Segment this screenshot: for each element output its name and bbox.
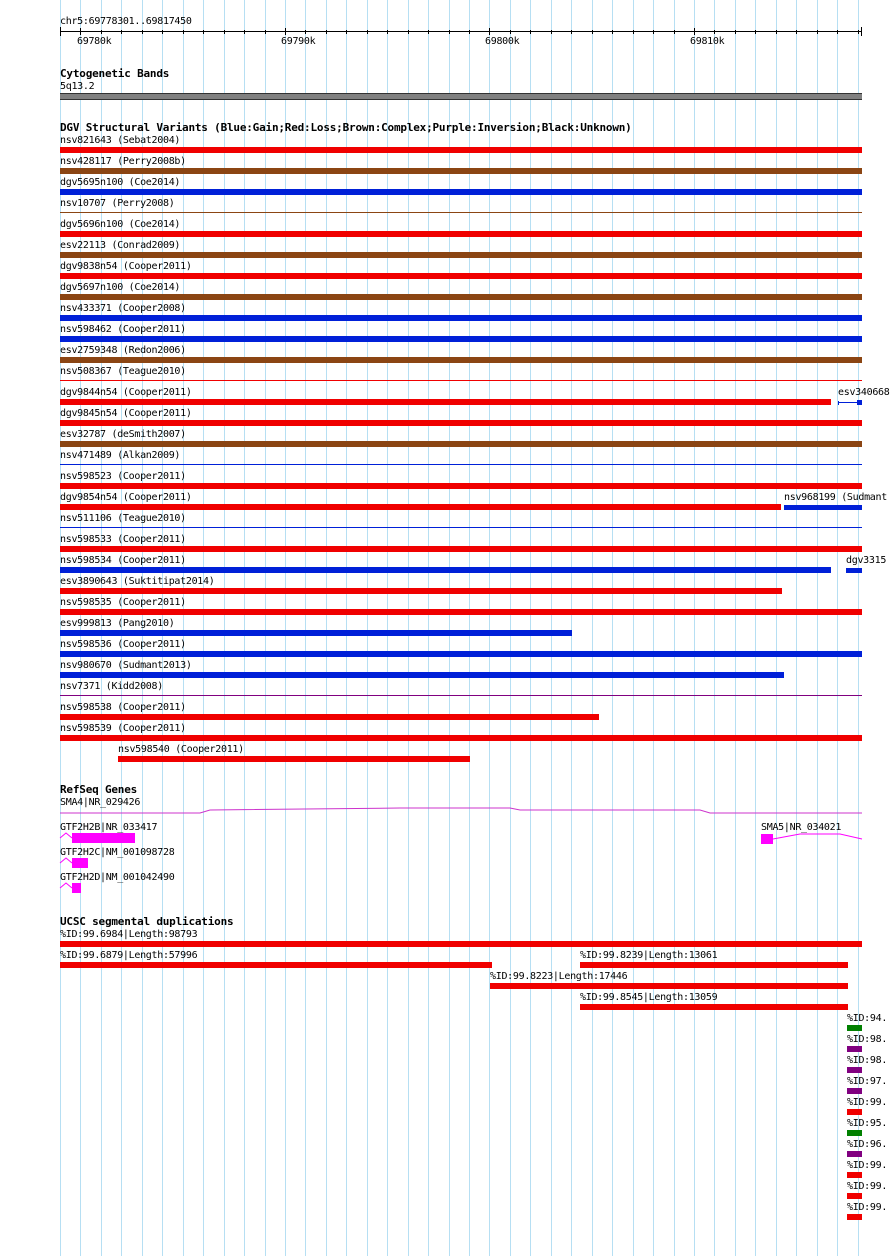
dgv-variant-bar[interactable]	[60, 527, 862, 528]
dgv-variant-label: nsv433371 (Cooper2008)	[60, 303, 186, 314]
ruler-tick	[796, 30, 797, 34]
dgv-variant-bar[interactable]	[60, 147, 862, 153]
dgv-variant-fragment[interactable]	[846, 568, 862, 573]
location-label: chr5:69778301..69817450	[60, 16, 192, 27]
segdup-bar[interactable]	[580, 962, 848, 968]
segdup-bar[interactable]	[847, 1088, 862, 1094]
dgv-variant-label: nsv598540 (Cooper2011)	[118, 744, 244, 755]
ruler-tick	[101, 30, 102, 34]
dgv-variant-label: nsv7371 (Kidd2008)	[60, 681, 163, 692]
gene-exon[interactable]	[72, 833, 135, 843]
dgv-variant-bar[interactable]	[60, 189, 862, 195]
gene-label: GTF2H2C|NM_001098728	[60, 847, 175, 858]
dgv-variant-bar[interactable]	[60, 357, 862, 363]
dgv-variant-label: nsv821643 (Sebat2004)	[60, 135, 181, 146]
segdup-bar[interactable]	[60, 941, 862, 947]
dgv-variant-bar[interactable]	[60, 588, 782, 594]
ruler-tick	[633, 30, 634, 34]
segdup-bar[interactable]	[847, 1214, 862, 1220]
ruler-tick	[244, 30, 245, 34]
dgv-variant-bar[interactable]	[60, 380, 862, 381]
dgv-track-title: DGV Structural Variants (Blue:Gain;Red:Loss;Brown:Complex;Purple:Inversion;Black:Unknown)	[60, 121, 632, 134]
dgv-variant-label: dgv5697n100 (Coe2014)	[60, 282, 181, 293]
gene-exon[interactable]	[72, 883, 81, 893]
refseq-track-title: RefSeq Genes	[60, 783, 138, 796]
segdup-bar[interactable]	[847, 1025, 862, 1031]
dgv-feature-label: esv340668	[838, 387, 890, 398]
ruler-tick	[346, 30, 347, 34]
segdup-bar[interactable]	[847, 1172, 862, 1178]
ruler-tick	[489, 28, 490, 35]
dgv-variant-label: nsv511106 (Teague2010)	[60, 513, 186, 524]
segdup-label: %ID:99.	[847, 1181, 888, 1192]
ruler-tick-label: 69810k	[690, 36, 725, 47]
ruler-tick	[408, 30, 409, 34]
dgv-variant-label: nsv598534 (Cooper2011)	[60, 555, 186, 566]
ruler-tick	[203, 30, 204, 34]
dgv-variant-bar[interactable]	[118, 756, 470, 762]
dgv-variant-bar[interactable]	[60, 231, 862, 237]
segdup-bar[interactable]	[847, 1067, 862, 1073]
segdup-label: %ID:96.	[847, 1139, 888, 1150]
gene-label: SMA5|NR_034021	[761, 822, 842, 833]
dgv-variant-bar[interactable]	[60, 441, 862, 447]
gene-exon[interactable]	[72, 858, 88, 868]
segdup-bar[interactable]	[847, 1193, 862, 1199]
dgv-variant-bar[interactable]	[60, 651, 862, 657]
dgv-variant-bar[interactable]	[60, 504, 781, 510]
ruler-tick	[469, 30, 470, 34]
dgv-variant-label: nsv598536 (Cooper2011)	[60, 639, 186, 650]
dgv-variant-bar[interactable]	[60, 695, 862, 696]
ruler-tick-label: 69790k	[281, 36, 316, 47]
ruler-tick	[326, 30, 327, 34]
ruler-tick	[755, 30, 756, 34]
ruler-tick	[60, 30, 61, 34]
dgv-variant-label: dgv5696n100 (Coe2014)	[60, 219, 181, 230]
dgv-variant-label: dgv9844n54 (Cooper2011)	[60, 387, 192, 398]
segdup-label: %ID:99.8239|Length:13061	[580, 950, 718, 961]
dgv-variant-label: esv22113 (Conrad2009)	[60, 240, 181, 251]
segdup-bar[interactable]	[847, 1151, 862, 1157]
ruler-tick	[305, 30, 306, 34]
dgv-variant-label: nsv598523 (Cooper2011)	[60, 471, 186, 482]
segdup-bar[interactable]	[490, 983, 848, 989]
dgv-variant-label: esv2759348 (Redon2006)	[60, 345, 186, 356]
dgv-variant-bar[interactable]	[60, 294, 862, 300]
segdup-label: %ID:94.	[847, 1013, 888, 1024]
segdup-label: %ID:98.	[847, 1034, 888, 1045]
segdup-label: %ID:99.6984|Length:98793	[60, 929, 198, 940]
gene-label: GTF2H2D|NM_001042490	[60, 872, 175, 883]
ruler-tick	[571, 30, 572, 34]
dgv-variant-fragment[interactable]	[857, 400, 862, 405]
dgv-variant-label: dgv9845n54 (Cooper2011)	[60, 408, 192, 419]
dgv-variant-bar[interactable]	[60, 546, 862, 552]
dgv-variant-bar[interactable]	[60, 273, 862, 279]
dgv-variant-label: esv3890643 (Suktitipat2014)	[60, 576, 215, 587]
ruler-tick	[183, 30, 184, 34]
ruler-tick	[714, 30, 715, 34]
dgv-variant-bar[interactable]	[60, 212, 862, 213]
dgv-variant-bar[interactable]	[60, 315, 862, 321]
gene-exon[interactable]	[761, 834, 773, 844]
dgv-variant-bar[interactable]	[60, 399, 831, 405]
ruler-tick	[367, 30, 368, 34]
ruler-tick	[510, 30, 511, 34]
dgv-variant-label: nsv428117 (Perry2008b)	[60, 156, 186, 167]
ruler-tick	[592, 30, 593, 34]
segdup-label: %ID:98.	[847, 1055, 888, 1066]
cytoband-bar[interactable]	[60, 93, 862, 100]
dgv-variant-bar[interactable]	[60, 714, 599, 720]
dgv-variant-label: nsv471489 (Alkan2009)	[60, 450, 181, 461]
dgv-variant-label: nsv10707 (Perry2008)	[60, 198, 175, 209]
ruler-tick	[387, 30, 388, 34]
segdup-label: %ID:99.	[847, 1160, 888, 1171]
dgv-variant-label: nsv598538 (Cooper2011)	[60, 702, 186, 713]
dgv-variant-label: dgv9854n54 (Cooper2011)	[60, 492, 192, 503]
dgv-variant-fragment[interactable]	[784, 505, 862, 510]
ruler-tick	[162, 30, 163, 34]
ruler-tick	[121, 30, 122, 34]
ruler-tick	[674, 30, 675, 34]
dgv-variant-bar[interactable]	[60, 336, 862, 342]
dgv-variant-bar[interactable]	[60, 420, 862, 426]
cytoband-track-title: Cytogenetic Bands	[60, 67, 170, 80]
gene-label: GTF2H2B|NR_033417	[60, 822, 158, 833]
ruler-tick	[142, 30, 143, 34]
dgv-variant-label: nsv598535 (Cooper2011)	[60, 597, 186, 608]
dgv-variant-bar[interactable]	[60, 609, 862, 615]
dgv-variant-bar[interactable]	[60, 464, 862, 465]
segdup-track-title: UCSC segmental duplications	[60, 915, 234, 928]
segdup-label: %ID:99.8223|Length:17446	[490, 971, 628, 982]
ruler-tick	[817, 30, 818, 34]
ruler-tick	[837, 30, 838, 34]
dgv-feature-label: nsv968199 (Sudmant	[784, 492, 887, 503]
dgv-variant-bar[interactable]	[60, 483, 862, 489]
segdup-bar[interactable]	[847, 1109, 862, 1115]
gene-label: SMA4|NR_029426	[60, 797, 141, 808]
ruler-tick	[530, 30, 531, 34]
dgv-variant-label: nsv508367 (Teague2010)	[60, 366, 186, 377]
segdup-label: %ID:99.6879|Length:57996	[60, 950, 198, 961]
ruler-tick	[449, 30, 450, 34]
ruler-tick	[612, 30, 613, 34]
cytoband-label: 5q13.2	[60, 81, 95, 92]
segdup-bar[interactable]	[60, 962, 492, 968]
ruler-tick	[858, 30, 859, 34]
segdup-bar[interactable]	[580, 1004, 848, 1010]
ruler-tick	[735, 30, 736, 34]
ruler-tick	[776, 30, 777, 34]
segdup-label: %ID:95.	[847, 1118, 888, 1129]
dgv-variant-label: nsv598539 (Cooper2011)	[60, 723, 186, 734]
dgv-variant-label: nsv980670 (Sudmant2013)	[60, 660, 192, 671]
segdup-label: %ID:99.	[847, 1097, 888, 1108]
dgv-variant-label: dgv5695n100 (Coe2014)	[60, 177, 181, 188]
dgv-variant-bar[interactable]	[60, 672, 784, 678]
ruler-tick	[285, 28, 286, 35]
dgv-variant-label: esv999813 (Pang2010)	[60, 618, 175, 629]
dgv-variant-label: nsv598462 (Cooper2011)	[60, 324, 186, 335]
dgv-variant-bar[interactable]	[60, 252, 862, 258]
ruler-tick-label: 69780k	[77, 36, 112, 47]
dgv-variant-bar[interactable]	[60, 567, 831, 573]
ruler-tick	[653, 30, 654, 34]
ruler-tick	[80, 28, 81, 35]
segdup-label: %ID:97.	[847, 1076, 888, 1087]
segdup-bar[interactable]	[847, 1046, 862, 1052]
ruler-tick-label: 69800k	[485, 36, 520, 47]
ruler-tick	[428, 30, 429, 34]
dgv-variant-bar[interactable]	[60, 735, 862, 741]
ruler-axis	[60, 31, 862, 32]
dgv-variant-label: esv32787 (deSmith2007)	[60, 429, 186, 440]
ruler-tick	[551, 30, 552, 34]
ruler-end-cap	[861, 27, 862, 36]
ruler-tick	[265, 30, 266, 34]
ruler-tick	[694, 28, 695, 35]
segdup-bar[interactable]	[847, 1130, 862, 1136]
dgv-feature-label: dgv3315	[846, 555, 887, 566]
dgv-variant-label: dgv9838n54 (Cooper2011)	[60, 261, 192, 272]
segdup-label: %ID:99.	[847, 1202, 888, 1213]
dgv-variant-bar[interactable]	[60, 168, 862, 174]
segdup-label: %ID:99.8545|Length:13059	[580, 992, 718, 1003]
dgv-variant-bar[interactable]	[60, 630, 572, 636]
ruler-tick	[224, 30, 225, 34]
dgv-variant-label: nsv598533 (Cooper2011)	[60, 534, 186, 545]
